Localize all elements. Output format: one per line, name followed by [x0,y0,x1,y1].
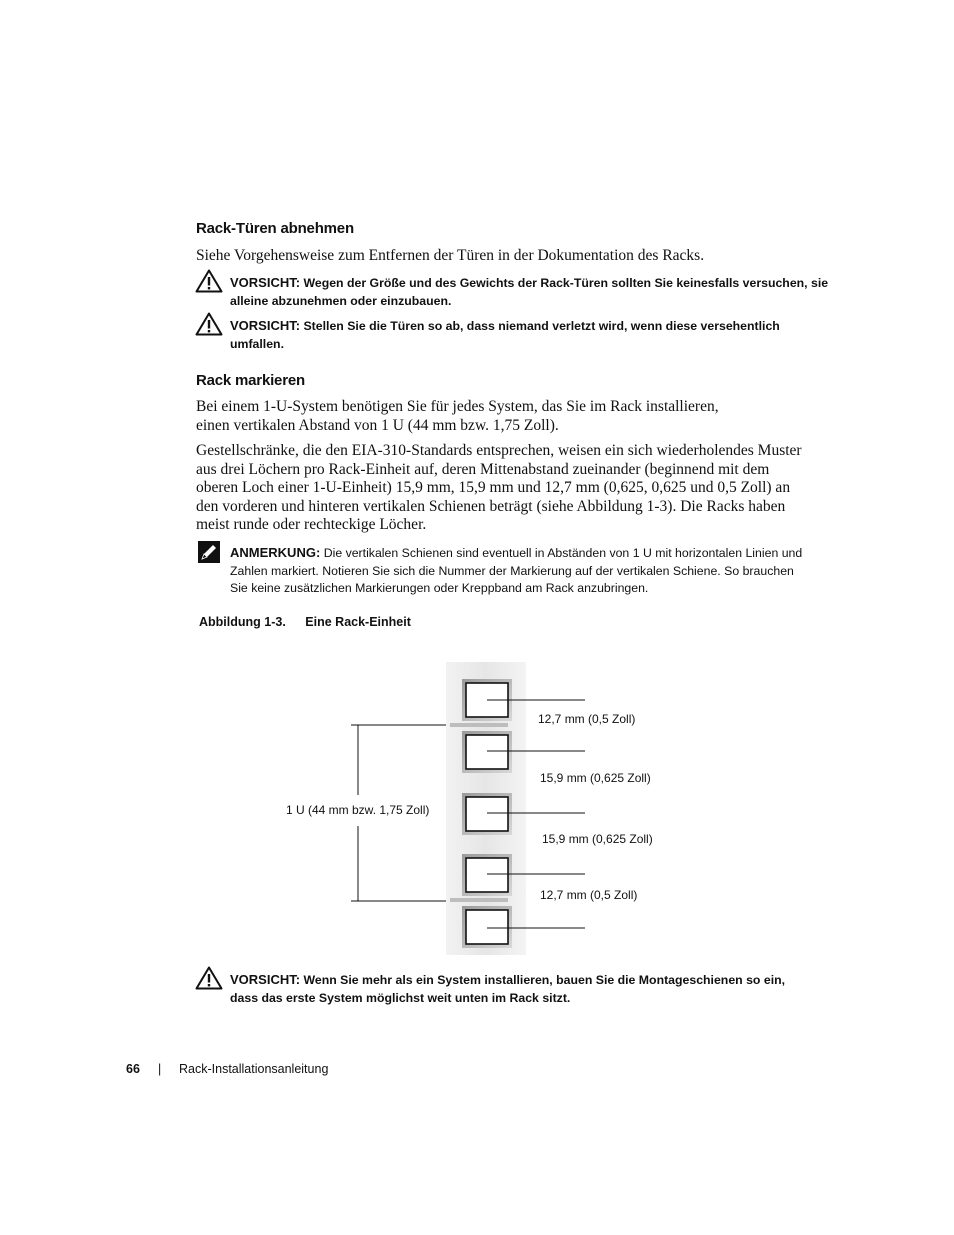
caution-install-order [230,971,800,1007]
unit-boundary-mark-top [450,723,508,727]
caution-keyword: VORSICHT: [230,972,301,987]
rack-hole [462,854,512,896]
caution-keyword: VORSICHT: [230,318,301,333]
label-spacing-15-9-second: 15,9 mm (0,625 Zoll) [542,832,653,846]
rack-hole [462,906,512,948]
note-text: Die vertikalen Schienen sind eventuell in Abständen von 1 U mit horizontalen Linien und Zahlen markiert. Notieren Sie sich die Nummer der Markierung auf der vertikalen Schiene. So brauchen Sie keine zusätzlichen Markierungen oder Kreppband am Rack anzubringen. [230,546,803,595]
warning-triangle-icon [195,966,223,990]
heading-rack-tueren-abnehmen: Rack-Türen abnehmen [196,220,354,237]
label-spacing-15-9-first: 15,9 mm (0,625 Zoll) [540,771,651,785]
heading-rack-markieren: Rack markieren [196,372,305,389]
caution-text: Wenn Sie mehr als ein System installieren, bauen Sie die Montageschienen so ein, dass das erste System möglichst weit unten im Rack sitzt. [230,973,786,1005]
label-spacing-12-7-top: 12,7 mm (0,5 Zoll) [538,712,636,726]
caution-text: Stellen Sie die Türen so ab, dass niemand verletzt wird, wenn diese versehentlich umfallen. [230,319,780,351]
unit-boundary-mark-bottom [450,898,508,902]
label-1u-height: 1 U (44 mm bzw. 1,75 Zoll) [286,803,430,817]
paragraph-eia-310: Gestellschränke, die den EIA-310-Standards entsprechen, weisen ein sich wiederholendes Muster aus drei Löchern pro Rack-Einheit auf, deren Mittenabstand zueinander (beginnend mit dem oberen Loch einer 1-U-Einheit) 15,9 mm, 15,9 mm und 12,7 mm (0,625, 0,625 und 0,5 Zoll) an den vorderen und hinteren vertikalen Schienen beträgt (siehe Abbildung 1-3). Die Racks haben meist runde oder rechteckige Löcher. [196,442,802,534]
paragraph-tueren-abnehmen: Siehe Vorgehensweise zum Entfernen der Türen in der Dokumentation des Racks. [196,247,705,264]
label-spacing-12-7-bottom: 12,7 mm (0,5 Zoll) [540,888,638,902]
rack-hole [462,793,512,835]
caution-text: Wegen der Größe und des Gewichts der Rack-Türen sollten Sie keinesfalls versuchen, sie alleine abzunehmen oder einzubauen. [230,276,829,308]
rack-hole [462,731,512,773]
note-keyword: ANMERKUNG: [230,545,321,560]
paragraph-1u-space: Bei einem 1-U-System benötigen Sie für jedes System, das Sie im Rack installieren, einen vertikalen Abstand von 1 U (44 mm bzw. 1,75 Zoll). [196,398,719,434]
caution-keyword: VORSICHT: [230,275,301,290]
footer-separator: | [158,1062,162,1076]
figure-title: Eine Rack-Einheit [305,615,411,629]
page-number: 66 [126,1062,140,1076]
figure-number: Abbildung 1-3. [199,615,286,629]
footer-doc-title: Rack-Installationsanleitung [179,1062,329,1076]
